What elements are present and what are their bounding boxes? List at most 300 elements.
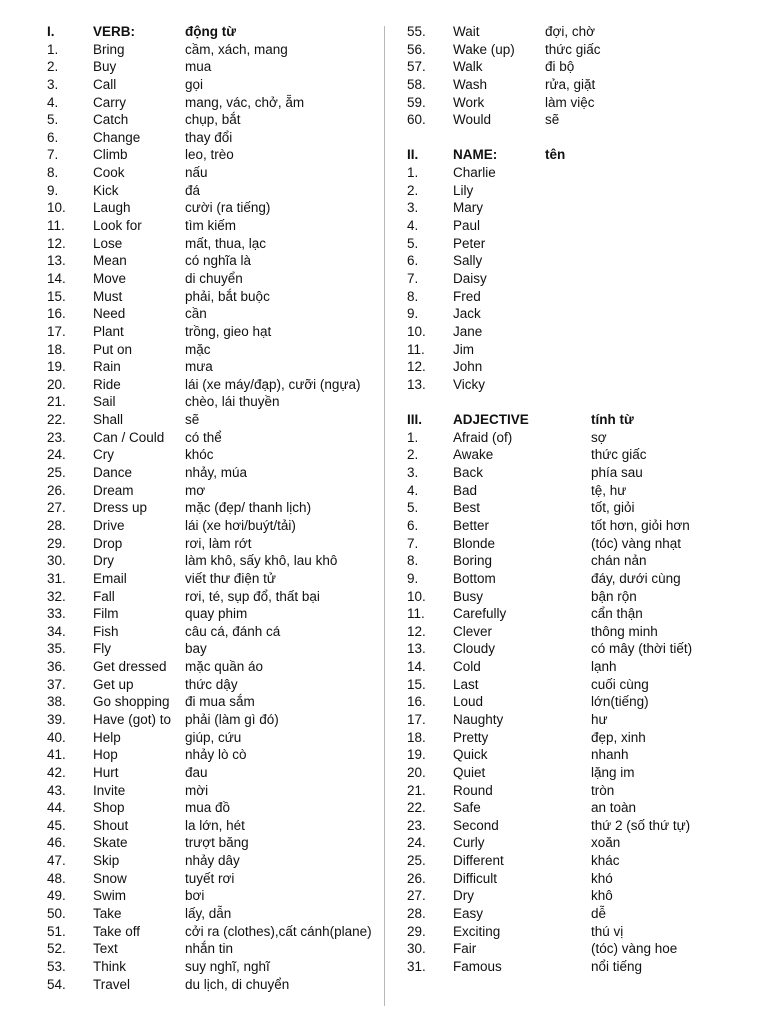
item-meaning: sợ — [591, 429, 607, 445]
item-number: 30. — [407, 941, 426, 957]
item-number: 40. — [47, 729, 66, 745]
item-word: Famous — [453, 958, 502, 974]
item-word: Film — [93, 606, 119, 622]
item-word: Jack — [453, 306, 481, 322]
item-number: 19. — [407, 747, 426, 763]
item-number: 25. — [47, 465, 66, 481]
item-meaning: thức giấc — [591, 447, 647, 463]
item-number: 31. — [407, 958, 426, 974]
item-meaning: nổi tiếng — [591, 958, 643, 974]
item-number: 10. — [407, 323, 426, 339]
item-number: 27. — [407, 888, 426, 904]
item-meaning: giúp, cứu — [185, 729, 242, 745]
item-meaning: thức dậy — [185, 676, 238, 692]
item-word: Safe — [453, 800, 481, 816]
item-word: Boring — [453, 553, 493, 569]
item-meaning: tìm kiếm — [185, 218, 237, 234]
item-number: 19. — [47, 359, 66, 375]
item-number: 13. — [47, 253, 66, 269]
item-meaning: bơi — [185, 888, 205, 904]
item-word: Buy — [93, 59, 117, 75]
item-meaning: khô — [591, 888, 613, 904]
item-word: Curly — [453, 835, 485, 851]
item-meaning: tròn — [591, 782, 615, 798]
item-meaning: thức giấc — [545, 41, 601, 57]
item-word: Difficult — [453, 870, 498, 886]
item-meaning: tốt hơn, giỏi hơn — [591, 517, 690, 533]
item-number: 28. — [47, 517, 66, 533]
item-word: Laugh — [93, 200, 131, 216]
item-meaning: rửa, giặt — [545, 76, 596, 92]
item-number: 21. — [407, 782, 426, 798]
item-word: Drop — [93, 535, 123, 551]
item-number: 10. — [47, 200, 66, 216]
item-number: 24. — [407, 835, 426, 851]
item-number: 18. — [47, 341, 66, 357]
item-number: 21. — [47, 394, 66, 410]
item-word: Lose — [93, 235, 123, 251]
item-number: 28. — [407, 906, 426, 922]
item-number: 5. — [407, 235, 419, 251]
item-meaning: khác — [591, 853, 620, 869]
item-word: Dream — [93, 482, 134, 498]
item-number: 6. — [407, 517, 419, 533]
item-number: 5. — [407, 500, 419, 516]
item-number: 1. — [407, 165, 419, 181]
item-meaning: bay — [185, 641, 207, 657]
item-number: 20. — [407, 764, 426, 780]
item-word: Clever — [453, 623, 493, 639]
item-word: Loud — [453, 694, 484, 710]
item-number: 12. — [407, 623, 426, 639]
section-number: I. — [47, 24, 55, 39]
item-number: 13. — [407, 641, 426, 657]
item-meaning: có mây (thời tiết) — [591, 641, 693, 657]
item-meaning: phải, bắt buộc — [185, 288, 270, 304]
item-meaning: mua đồ — [185, 800, 231, 816]
item-meaning: nhắn tin — [185, 941, 234, 957]
item-number: 15. — [407, 676, 426, 692]
item-meaning: mặc quần áo — [185, 659, 264, 675]
item-word: Cook — [93, 165, 125, 181]
item-meaning: mất, thua, lạc — [185, 235, 267, 251]
item-meaning: có nghĩa là — [185, 253, 252, 269]
item-number: 55. — [407, 24, 426, 39]
section-title: NAME: — [453, 147, 498, 163]
item-meaning: tuyết rơi — [185, 870, 235, 886]
item-meaning: nhảy, múa — [185, 465, 248, 481]
item-word: Move — [93, 270, 127, 286]
item-word: Naughty — [453, 711, 504, 727]
item-word: Charlie — [453, 165, 496, 181]
item-word: Round — [453, 782, 493, 798]
item-word: Cry — [93, 447, 114, 463]
item-number: 5. — [47, 112, 59, 128]
item-word: Wash — [453, 76, 488, 92]
item-meaning: tốt, giỏi — [591, 500, 635, 516]
item-word: Mary — [453, 200, 483, 216]
section-number: III. — [407, 412, 423, 428]
item-word: Can / Could — [93, 429, 165, 445]
item-word: Jane — [453, 323, 483, 339]
item-meaning: lặng im — [591, 764, 635, 780]
item-number: 35. — [47, 641, 66, 657]
item-meaning: mời — [185, 782, 209, 798]
item-word: Walk — [453, 59, 483, 75]
item-number: 9. — [407, 570, 419, 586]
item-number: 42. — [47, 764, 66, 780]
item-word: Take — [93, 906, 122, 922]
item-number: 54. — [47, 976, 66, 992]
item-meaning: đợi, chờ — [545, 24, 595, 39]
item-number: 48. — [47, 870, 66, 886]
item-meaning: phía sau — [591, 465, 643, 481]
item-number: 7. — [407, 535, 419, 551]
item-number: 58. — [407, 76, 426, 92]
item-number: 2. — [407, 182, 419, 198]
item-meaning: trượt băng — [185, 835, 249, 851]
item-number: 41. — [47, 747, 66, 763]
item-meaning: rơi, té, sụp đổ, thất bại — [185, 588, 320, 604]
item-meaning: nấu — [185, 165, 208, 181]
item-meaning: sẽ — [185, 412, 200, 428]
item-meaning: làm khô, sấy khô, lau khô — [185, 553, 338, 569]
item-number: 17. — [47, 323, 66, 339]
item-number: 4. — [47, 94, 59, 110]
item-meaning: bận rộn — [591, 588, 637, 604]
item-number: 25. — [407, 853, 426, 869]
item-number: 12. — [47, 235, 66, 251]
item-word: Get up — [93, 676, 134, 692]
item-word: Think — [93, 958, 127, 974]
item-word: Must — [93, 288, 123, 304]
item-word: Fair — [453, 941, 477, 957]
item-meaning: nhảy lò cò — [185, 747, 247, 763]
item-number: 51. — [47, 923, 66, 939]
item-number: 32. — [47, 588, 66, 604]
item-number: 9. — [47, 182, 59, 198]
item-word: Awake — [453, 447, 494, 463]
item-meaning: hư — [591, 711, 608, 727]
section-title: VERB: — [93, 24, 136, 39]
item-meaning: rơi, làm rớt — [185, 535, 252, 551]
item-meaning: mang, vác, chở, ẵm — [185, 94, 305, 110]
item-word: Text — [93, 941, 118, 957]
item-number: 33. — [47, 606, 66, 622]
item-number: 11. — [407, 341, 425, 357]
section-meaning: động từ — [185, 24, 237, 39]
item-number: 56. — [407, 41, 426, 57]
item-word: Second — [453, 817, 499, 833]
item-word: Pretty — [453, 729, 489, 745]
item-word: Shall — [93, 412, 124, 428]
section-title: ADJECTIVE — [453, 412, 529, 428]
item-number: 6. — [407, 253, 419, 269]
item-number: 14. — [407, 659, 426, 675]
item-number: 44. — [47, 800, 66, 816]
column-divider — [384, 26, 385, 1006]
item-meaning: cầm, xách, mang — [185, 41, 288, 57]
item-word: Need — [93, 306, 126, 322]
item-number: 8. — [407, 288, 419, 304]
item-meaning: thú vị — [591, 923, 624, 939]
item-number: 34. — [47, 623, 66, 639]
item-meaning: đáy, dưới cùng — [591, 570, 681, 586]
item-meaning: chán nản — [591, 553, 647, 569]
item-number: 39. — [47, 711, 66, 727]
item-meaning: la lớn, hét — [185, 817, 245, 833]
item-meaning: cuối cùng — [591, 676, 649, 692]
item-word: Cloudy — [453, 641, 496, 657]
item-number: 23. — [407, 817, 426, 833]
item-word: Hop — [93, 747, 118, 763]
item-word: Best — [453, 500, 481, 516]
item-number: 17. — [407, 711, 426, 727]
item-word: Email — [93, 570, 127, 586]
section-meaning: tên — [545, 147, 566, 163]
item-number: 1. — [407, 429, 419, 445]
item-word: Paul — [453, 218, 481, 234]
item-word: Lily — [453, 182, 474, 198]
item-word: Help — [93, 729, 121, 745]
item-word: Drive — [93, 517, 125, 533]
item-number: 1. — [47, 41, 59, 57]
item-word: Climb — [93, 147, 128, 163]
item-number: 18. — [407, 729, 426, 745]
item-number: 12. — [407, 359, 426, 375]
item-word: Blonde — [453, 535, 496, 551]
item-number: 6. — [47, 129, 59, 145]
item-number: 15. — [47, 288, 66, 304]
item-word: Daisy — [453, 270, 487, 286]
item-number: 57. — [407, 59, 426, 75]
item-word: Cold — [453, 659, 481, 675]
item-word: Work — [453, 94, 485, 110]
item-number: 13. — [407, 376, 426, 392]
item-meaning: mưa — [185, 359, 213, 375]
item-word: Fall — [93, 588, 115, 604]
item-meaning: câu cá, đánh cá — [185, 623, 281, 639]
item-number: 4. — [407, 482, 419, 498]
item-word: Jim — [453, 341, 474, 357]
item-word: Bring — [93, 41, 125, 57]
item-number: 7. — [407, 270, 419, 286]
item-word: Would — [453, 112, 492, 128]
item-meaning: xoăn — [591, 835, 621, 851]
item-meaning: lấy, dẫn — [185, 906, 232, 922]
item-meaning: lớn(tiếng) — [591, 694, 649, 710]
item-meaning: di chuyển — [185, 270, 243, 286]
item-meaning: đau — [185, 764, 208, 780]
item-number: 9. — [407, 306, 419, 322]
item-meaning: thay đổi — [185, 129, 233, 145]
item-word: Fish — [93, 623, 119, 639]
item-word: Last — [453, 676, 479, 692]
item-word: John — [453, 359, 483, 375]
item-number: 22. — [407, 800, 426, 816]
section-meaning: tính từ — [591, 412, 634, 428]
item-word: Take off — [93, 923, 141, 939]
item-number: 23. — [47, 429, 66, 445]
item-word: Dry — [93, 553, 114, 569]
item-number: 46. — [47, 835, 66, 851]
section-number: II. — [407, 147, 419, 163]
item-word: Kick — [93, 182, 119, 198]
item-word: Bad — [453, 482, 478, 498]
item-number: 49. — [47, 888, 66, 904]
item-number: 37. — [47, 676, 66, 692]
item-number: 16. — [47, 306, 66, 322]
item-meaning: mơ — [185, 482, 206, 498]
item-number: 29. — [407, 923, 426, 939]
item-meaning: đi mua sắm — [185, 694, 255, 710]
item-word: Quick — [453, 747, 488, 763]
item-word: Sail — [93, 394, 116, 410]
item-word: Wait — [453, 24, 480, 39]
item-meaning: viết thư điện tử — [185, 570, 276, 586]
item-number: 16. — [407, 694, 426, 710]
item-word: Shout — [93, 817, 129, 833]
item-number: 11. — [407, 606, 425, 622]
item-word: Invite — [93, 782, 126, 798]
item-meaning: du lịch, di chuyển — [185, 976, 290, 992]
item-number: 8. — [407, 553, 419, 569]
item-meaning: khó — [591, 870, 613, 886]
item-meaning: tệ, hư — [591, 482, 627, 498]
item-number: 3. — [407, 200, 419, 216]
item-word: Hurt — [93, 764, 119, 780]
item-word: Ride — [93, 376, 121, 392]
item-word: Go shopping — [93, 694, 170, 710]
item-number: 53. — [47, 958, 66, 974]
item-word: Skate — [93, 835, 128, 851]
item-number: 11. — [47, 218, 65, 234]
item-meaning: mặc — [185, 341, 211, 357]
item-number: 50. — [47, 906, 66, 922]
item-word: Dress up — [93, 500, 148, 516]
item-number: 31. — [47, 570, 66, 586]
item-meaning: trồng, gieo hạt — [185, 323, 272, 339]
item-word: Afraid (of) — [453, 429, 513, 445]
item-number: 47. — [47, 853, 66, 869]
item-word: Skip — [93, 853, 120, 869]
item-meaning: lái (xe máy/đạp), cưỡi (ngựa) — [185, 376, 361, 392]
item-word: Rain — [93, 359, 121, 375]
item-meaning: đá — [185, 182, 201, 198]
item-meaning: phải (làm gì đó) — [185, 711, 279, 727]
item-meaning: lái (xe hơi/buýt/tải) — [185, 517, 296, 533]
item-word: Dance — [93, 465, 133, 481]
item-meaning: quay phim — [185, 606, 248, 622]
item-meaning: chèo, lái thuyền — [185, 394, 280, 410]
item-meaning: an toàn — [591, 800, 637, 816]
item-meaning: cười (ra tiếng) — [185, 200, 271, 216]
item-number: 4. — [407, 218, 419, 234]
item-word: Change — [93, 129, 141, 145]
item-word: Busy — [453, 588, 484, 604]
item-word: Bottom — [453, 570, 496, 586]
item-number: 29. — [47, 535, 66, 551]
item-word: Peter — [453, 235, 486, 251]
item-meaning: suy nghĩ, nghĩ — [185, 958, 270, 974]
item-word: Travel — [93, 976, 131, 992]
item-meaning: dễ — [591, 906, 607, 922]
item-word: Fred — [453, 288, 481, 304]
item-number: 2. — [47, 59, 59, 75]
item-word: Quiet — [453, 764, 486, 780]
item-meaning: nhảy dây — [185, 853, 240, 869]
item-number: 14. — [47, 270, 66, 286]
item-word: Different — [453, 853, 504, 869]
item-number: 45. — [47, 817, 66, 833]
item-meaning: đẹp, xinh — [591, 729, 646, 745]
item-number: 2. — [407, 447, 419, 463]
item-meaning: có thể — [185, 429, 222, 445]
item-word: Call — [93, 76, 117, 92]
item-meaning: cần — [185, 306, 207, 322]
item-word: Put on — [93, 341, 133, 357]
item-number: 30. — [47, 553, 66, 569]
item-word: Sally — [453, 253, 483, 269]
item-word: Carry — [93, 94, 126, 110]
item-word: Snow — [93, 870, 127, 886]
item-meaning: thông minh — [591, 623, 658, 639]
item-meaning: khóc — [185, 447, 214, 463]
item-number: 7. — [47, 147, 59, 163]
item-meaning: làm việc — [545, 94, 595, 110]
item-number: 59. — [407, 94, 426, 110]
item-number: 38. — [47, 694, 66, 710]
item-meaning: cởi ra (clothes),cất cánh(plane) — [185, 923, 372, 939]
item-word: Wake (up) — [453, 41, 515, 57]
item-word: Carefully — [453, 606, 507, 622]
item-word: Shop — [93, 800, 125, 816]
item-number: 60. — [407, 112, 426, 128]
item-word: Look for — [93, 218, 142, 234]
item-word: Better — [453, 517, 490, 533]
item-meaning: đi bộ — [545, 59, 575, 75]
item-word: Easy — [453, 906, 484, 922]
item-word: Plant — [93, 323, 124, 339]
item-word: Dry — [453, 888, 474, 904]
item-meaning: thứ 2 (số thứ tự) — [591, 817, 691, 833]
item-meaning: mua — [185, 59, 212, 75]
item-meaning: lạnh — [591, 659, 617, 675]
item-number: 43. — [47, 782, 66, 798]
item-word: Back — [453, 465, 484, 481]
item-meaning: leo, trèo — [185, 147, 234, 163]
item-meaning: (tóc) vàng hoe — [591, 941, 678, 957]
item-number: 8. — [47, 165, 59, 181]
item-word: Fly — [93, 641, 111, 657]
item-meaning: gọi — [185, 76, 204, 92]
item-number: 52. — [47, 941, 66, 957]
item-number: 22. — [47, 412, 66, 428]
item-number: 26. — [47, 482, 66, 498]
item-meaning: sẽ — [545, 112, 560, 128]
item-word: Swim — [93, 888, 126, 904]
item-word: Get dressed — [93, 659, 167, 675]
item-number: 27. — [47, 500, 66, 516]
item-meaning: chụp, bắt — [185, 112, 241, 128]
item-meaning: mặc (đẹp/ thanh lịch) — [185, 500, 312, 516]
item-meaning: nhanh — [591, 747, 629, 763]
item-word: Mean — [93, 253, 127, 269]
item-number: 20. — [47, 376, 66, 392]
item-word: Vicky — [453, 376, 486, 392]
item-number: 3. — [407, 465, 419, 481]
item-number: 10. — [407, 588, 426, 604]
